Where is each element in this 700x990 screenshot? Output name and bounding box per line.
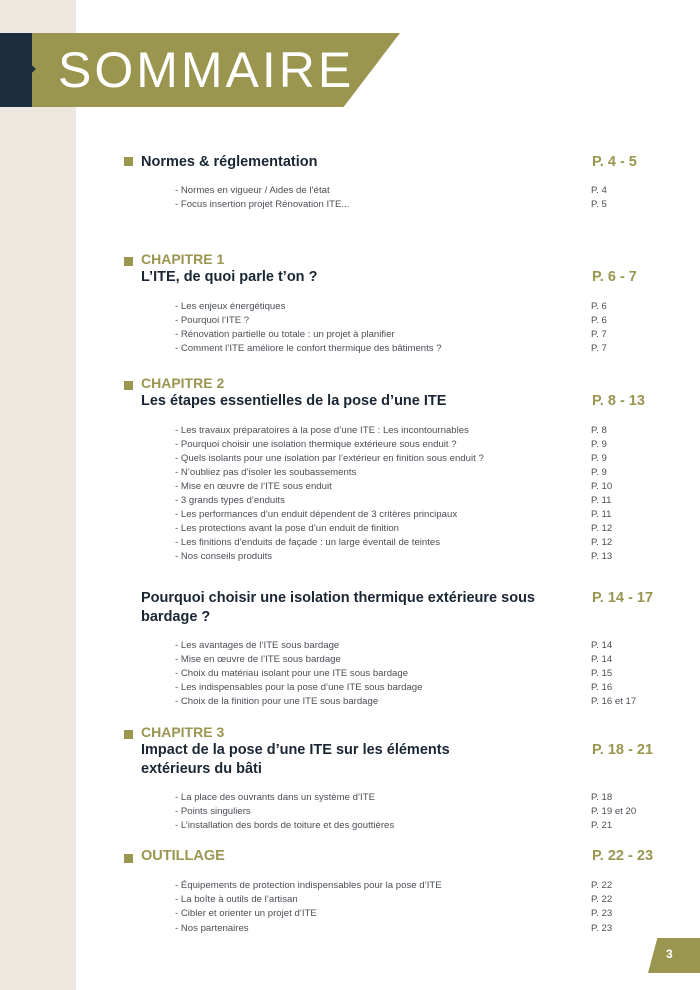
toc-item[interactable]: - Rénovation partielle ou totale : un projet à planifier P. 7 [175,329,607,341]
toc-item[interactable]: - Nos conseils produits P. 13 [175,551,613,563]
toc-section-bardage [124,589,664,709]
section-title: L’ITE, de quoi parle t’on ? [141,269,318,286]
section-heading[interactable] [124,250,664,287]
toc-item[interactable]: - Les enjeux énergétiques P. 6 [175,301,607,313]
toc-item[interactable]: - Choix du matériau isolant pour une ITE sous bardage P. 15 [175,667,613,679]
chapter-label: CHAPITRE 1 [141,251,225,268]
toc-item[interactable]: - Nos partenaires P. 23 [175,922,613,934]
left-margin-strip [0,0,76,990]
toc-item[interactable]: - Les performances d’un enduit dépendent de 3 critères principaux P. 11 [175,509,612,521]
table-of-contents [124,150,664,958]
square-bullet-icon [124,854,133,863]
section-title: Impact de la pose d’une ITE sur les éléments extérieurs du bâti [141,741,450,777]
section-heading[interactable] [124,374,664,411]
toc-item[interactable]: - L’installation des bords de toiture et des gouttières P. 21 [175,820,613,832]
toc-item[interactable]: - Mise en œuvre de l’ITE sous bardage P. 14 [175,653,613,665]
toc-section-outillage [124,847,664,935]
toc-item[interactable]: - 3 grands types d’enduits P. 11 [175,495,612,507]
toc-item[interactable]: - Pourquoi choisir une isolation thermique extérieure sous enduit ? P. 9 [175,438,607,450]
toc-item[interactable]: - Choix de la finition pour une ITE sous bardage P. 16 et 17 [175,695,637,707]
toc-section-chapitre-1 [124,250,664,356]
toc-item[interactable]: - N’oubliez pas d’isoler les soubassements P. 9 [175,466,607,478]
toc-item[interactable]: - Quels isolants pour une isolation par l’extérieur en finition sous enduit ? P. 9 [175,452,607,464]
square-bullet-icon [124,381,133,390]
chapter-label: CHAPITRE 3 [141,723,225,740]
section-items [124,424,664,565]
section-items [124,879,664,935]
section-heading[interactable] [124,150,664,172]
toc-item[interactable]: - La place des ouvrants dans un système d’ITE P. 18 [175,791,613,803]
toc-item[interactable]: - Mise en œuvre de l’ITE sous enduit P. 10 [175,480,613,492]
chapter-label: OUTILLAGE [141,848,225,865]
section-pages: P. 8 - 13 [592,392,645,409]
toc-item[interactable]: - Les finitions d’enduits de façade : un large éventail de teintes P. 12 [175,537,613,549]
section-pages: P. 6 - 7 [592,269,637,286]
section-items [124,300,664,356]
page-title: SOMMAIRE [58,42,355,98]
section-title: Normes & réglementation [141,154,318,170]
toc-item[interactable]: - Les protections avant la pose d’un enduit de finition P. 12 [175,523,613,535]
toc-item[interactable]: - Comment l’ITE améliore le confort thermique des bâtiments ? P. 7 [175,343,607,355]
header-arrow-icon [24,58,36,80]
chapter-label: CHAPITRE 2 [141,374,225,391]
section-pages: P. 4 - 5 [592,154,637,170]
toc-item[interactable]: - Les avantages de l’ITE sous bardage P. 14 [175,639,613,651]
section-pages: P. 22 - 23 [592,848,654,865]
toc-item[interactable]: - Équipements de protection indispensables pour la pose d’ITE P. 22 [175,880,613,892]
toc-item[interactable]: - Les travaux préparatoires à la pose d’une ITE : Les incontournables P. 8 [175,424,607,436]
toc-item[interactable]: - Points singuliers P. 19 et 20 [175,806,637,818]
toc-item[interactable]: - Pourquoi l’ITE ? P. 6 [175,315,607,327]
section-items [124,639,664,709]
page-number: 3 [666,947,673,961]
square-bullet-icon [124,257,133,266]
toc-item[interactable]: - Les indispensables pour la pose d’une ITE sous bardage P. 16 [175,681,613,693]
toc-section-chapitre-2 [124,374,664,565]
section-title: Les étapes essentielles de la pose d’une ITE [141,392,447,409]
toc-item[interactable]: - Focus insertion projet Rénovation ITE... P. 5 [175,199,607,211]
toc-item[interactable]: - La boîte à outils de l’artisan P. 22 [175,894,613,906]
section-items [124,184,664,212]
section-items [124,791,664,833]
toc-section-chapitre-3 [124,723,664,833]
section-heading[interactable] [124,847,664,865]
square-bullet-icon [124,730,133,739]
toc-section-normes [124,150,664,212]
section-heading[interactable] [124,723,664,779]
square-bullet-icon [124,157,133,166]
toc-item[interactable]: - Cibler et orienter un projet d’ITE P. 23 [175,908,613,920]
section-pages: P. 14 - 17 [592,589,654,606]
toc-item[interactable]: - Normes en vigueur / Aides de l’état P. 4 [175,185,607,196]
section-pages: P. 18 - 21 [592,741,654,758]
section-heading[interactable] [124,589,664,627]
section-title: Pourquoi choisir une isolation thermique extérieure sous bardage ? [141,589,535,625]
